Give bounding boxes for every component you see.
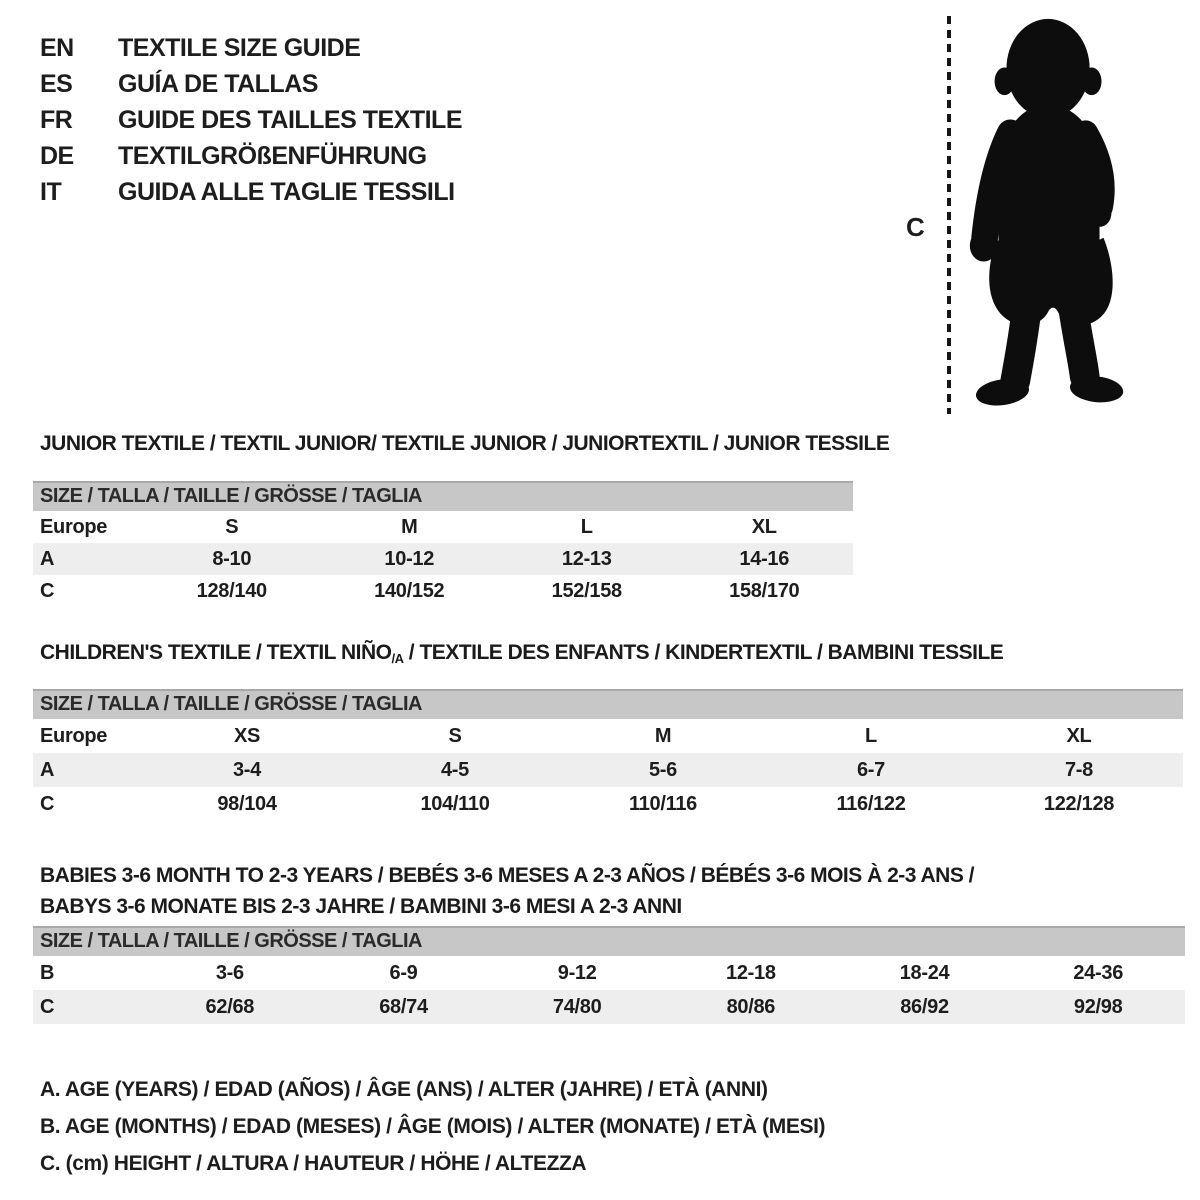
lang-code: ES [40, 69, 73, 98]
table-cell: XL [751, 515, 777, 538]
lang-code: FR [40, 105, 73, 134]
lang-row-it [40, 174, 462, 210]
table-row [33, 543, 853, 575]
lang-code: DE [40, 141, 74, 170]
guide-title-de: TEXTILGRÖßENFÜHRUNG [118, 141, 427, 170]
legend-line-c: C. (cm) HEIGHT / ALTURA / HAUTEUR / HÖHE / ALTEZZA [40, 1151, 587, 1175]
guide-title-es: GUÍA DE TALLAS [118, 69, 318, 98]
table-cell: 92/98 [1073, 995, 1123, 1018]
table-row [33, 787, 1183, 821]
legend-line-b: B. AGE (MONTHS) / EDAD (MESES) / ÂGE (MOIS) / ALTER (MONATE) / ETÀ (MESI) [40, 1114, 826, 1138]
babies-table-rows [33, 956, 1185, 1024]
table-cell: 152/158 [551, 579, 622, 602]
lang-code: EN [40, 33, 74, 62]
section-heading-babies [40, 860, 974, 922]
children-heading-post: / TEXTILE DES ENFANTS / KINDERTEXTIL / BAMBINI TESSILE [403, 641, 1004, 664]
table-cell: XL [1066, 724, 1092, 747]
legend-line-a: A. AGE (YEARS) / EDAD (AÑOS) / ÂGE (ANS) / ALTER (JAHRE) / ETÀ (ANNI) [40, 1077, 768, 1101]
children-heading-pre: CHILDREN'S TEXTILE / TEXTIL NIÑO [40, 641, 392, 664]
height-measure-label: C [906, 212, 925, 242]
children-table-rows [33, 719, 1183, 821]
table-cell: 104/110 [420, 792, 490, 815]
table-cell: 116/122 [836, 792, 906, 815]
table-cell: 140/152 [374, 579, 445, 602]
table-cell: 3-4 [232, 758, 261, 781]
row-label: A [40, 758, 55, 781]
table-cell: 110/116 [629, 792, 697, 815]
table-cell: 14-16 [739, 547, 790, 570]
lang-code: IT [40, 177, 62, 206]
legend [40, 1071, 825, 1182]
table-cell: 12-18 [726, 961, 776, 984]
lang-row-de [40, 138, 462, 174]
table-row [33, 511, 853, 543]
table-cell: 18-24 [899, 961, 950, 984]
table-cell: 6-7 [856, 758, 885, 781]
table-row [33, 719, 1183, 753]
lang-row-es [40, 66, 462, 102]
row-label: C [40, 579, 55, 602]
table-cell: 3-6 [215, 961, 244, 984]
table-cell: 68/74 [379, 995, 428, 1018]
table-row [33, 753, 1183, 787]
table-cell: S [448, 724, 462, 747]
children-size-table [33, 689, 1183, 821]
table-row [33, 990, 1185, 1024]
table-cell: 4-5 [440, 758, 469, 781]
table-cell: 158/170 [729, 579, 800, 602]
babies-size-table [33, 926, 1185, 1024]
section-heading-children [40, 641, 1003, 666]
table-cell: S [225, 515, 239, 538]
table-cell: M [654, 724, 672, 747]
table-cell: 86/92 [900, 995, 949, 1018]
size-header-bar: SIZE / TALLA / TAILLE / GRÖSSE / TAGLIA [33, 689, 1183, 719]
table-cell: 7-8 [1064, 758, 1093, 781]
table-cell: 80/86 [726, 995, 776, 1018]
table-cell: 122/128 [1043, 792, 1115, 815]
table-cell: 62/68 [205, 995, 255, 1018]
junior-table-rows [33, 511, 853, 607]
size-header-bar: SIZE / TALLA / TAILLE / GRÖSSE / TAGLIA [33, 926, 1185, 956]
table-cell: 5-6 [648, 758, 677, 781]
junior-size-table [33, 481, 853, 607]
row-label: Europe [40, 515, 108, 538]
table-row [33, 575, 853, 607]
table-cell: L [580, 515, 593, 538]
section-heading-junior: JUNIOR TEXTILE / TEXTIL JUNIOR/ TEXTILE JUNIOR / JUNIORTEXTIL / JUNIOR TESSILE [40, 432, 890, 455]
table-cell: 98/104 [217, 792, 277, 815]
height-dashed-line [947, 16, 951, 414]
size-header-bar: SIZE / TALLA / TAILLE / GRÖSSE / TAGLIA [33, 481, 853, 511]
table-cell: XS [233, 724, 261, 747]
table-cell: 12-13 [561, 547, 612, 570]
row-label: Europe [40, 724, 108, 747]
row-label: C [40, 995, 55, 1018]
table-cell: L [865, 724, 877, 747]
row-label: B [40, 961, 55, 984]
lang-row-fr [40, 102, 462, 138]
lang-row-en [40, 30, 462, 66]
row-label: A [40, 547, 55, 570]
table-cell: 128/140 [196, 579, 267, 602]
table-cell: 74/80 [552, 995, 602, 1018]
table-cell: 6-9 [389, 961, 418, 984]
table-cell: 10-12 [384, 547, 435, 570]
children-heading-sub: /A [391, 651, 404, 666]
language-header [40, 30, 462, 210]
guide-title-fr: GUIDE DES TAILLES TEXTILE [118, 105, 463, 134]
row-label: C [40, 792, 55, 815]
table-cell: 9-12 [557, 961, 597, 984]
guide-title-en: TEXTILE SIZE GUIDE [118, 33, 361, 62]
babies-heading-line2: BABYS 3-6 MONATE BIS 2-3 JAHRE / BAMBINI 3-6 MESI A 2-3 ANNI [40, 895, 682, 918]
table-row [33, 956, 1185, 990]
table-cell: M [401, 515, 418, 538]
guide-title-it: GUIDA ALLE TAGLIE TESSILI [118, 177, 455, 206]
toddler-silhouette-icon [958, 12, 1148, 418]
babies-heading-line1: BABIES 3-6 MONTH TO 2-3 YEARS / BEBÉS 3-6 MESES A 2-3 AÑOS / BÉBÉS 3-6 MOIS À 2-3 ANS / [40, 864, 975, 887]
table-cell: 8-10 [212, 547, 252, 570]
table-cell: 24-36 [1073, 961, 1124, 984]
